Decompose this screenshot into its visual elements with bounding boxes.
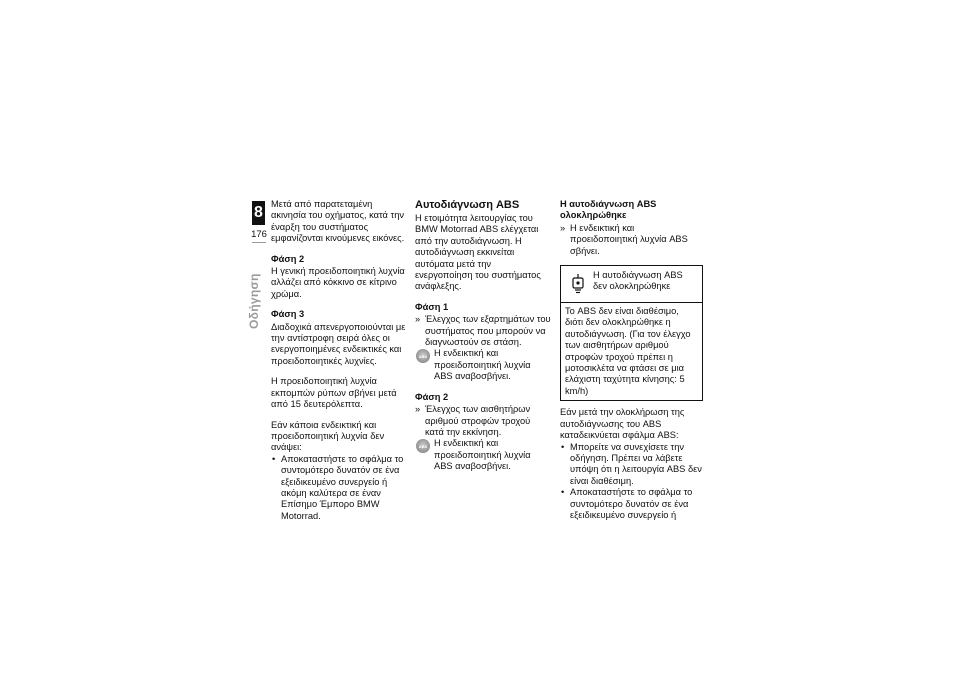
chapter-side-label: Οδήγηση — [247, 273, 261, 329]
control-lamp-note-icon — [569, 273, 587, 295]
phase-1-step: » Έλεγχος των εξαρτημάτων του συστήματος που μπορούν να διαγνωστούν σε στάση. — [415, 314, 551, 348]
notice-header — [561, 270, 702, 303]
phase-2-heading: Φάση 2 — [271, 253, 305, 264]
phase-1-indicator-row — [415, 348, 551, 382]
after-diagnosis-paragraph: Εάν μετά την ολοκλήρωση της αυτοδιάγνωσης του ABS καταδεικνύεται σφάλμα ABS: — [560, 407, 685, 441]
column-3 — [560, 199, 703, 521]
phase-2-text: Η γενική προειδοποιητική λυχνία αλλάζει από κόκκινο σε κίτρινο χρώμα. — [271, 266, 405, 299]
page-number-rule — [252, 242, 266, 243]
phase-1-heading: Φάση 1 — [415, 301, 449, 312]
column-2 — [415, 199, 551, 473]
phase-3-heading: Φάση 3 — [271, 309, 305, 320]
notice-box — [560, 265, 703, 401]
missing-lamp-paragraph: Εάν κάποια ενδεικτική και προειδοποιητική λυχνία δεν ανάψει: — [271, 419, 385, 453]
abs-self-diagnosis-heading: Αυτοδιάγνωση ABS — [415, 199, 520, 211]
chapter-number: 8 — [252, 201, 265, 225]
abs-intro-paragraph: Η ετοιμότητα λειτουργίας του BMW Motorrad ABS ελέγχεται από την αυτοδιάγνωση. Η αυτοδιάγνωση εκκινείται αυτόματα μετά την ενεργοποίηση του συστήματος ανάφλεξης. — [415, 213, 541, 292]
page-number: 176 — [251, 229, 267, 240]
phase-2-indicator-text: Η ενδεικτική και προειδοποιητική λυχνία ABS αναβοσβήνει. — [434, 438, 531, 472]
intro-paragraph: Μετά από παρατεταμένη ακινησία του οχήματος, κατά την έναρξη του συστήματος εμφανίζονται κινούμενες εικόνες. — [271, 199, 405, 244]
complete-step: » Η ενδεικτική και προειδοποιητική λυχνία ABS σβήνει. — [560, 223, 703, 257]
self-diagnosis-complete-heading: Η αυτοδιάγνωση ABS ολοκληρώθηκε — [560, 199, 657, 221]
phase-2-indicator-row — [415, 438, 551, 472]
list-item: • Μπορείτε να συνεχίσετε την οδήγηση. Πρέπει να λάβετε υπόψη ότι η λειτουργία ABS δεν είναι διαθέσιμη. — [560, 442, 703, 488]
notice-header-text: Η αυτοδιάγνωση ABS δεν ολοκληρώθηκε — [593, 270, 683, 292]
column-1 — [271, 199, 407, 522]
list-item: • Αποκαταστήστε το σφάλμα το συντομότερο δυνατόν σε ένα εξειδικευμένο συνεργείο ή ακόμη καλύτερα σε έναν Επίσημο Έμπορο BMW Motorrad. — [271, 454, 407, 522]
phase-2-step: » Έλεγχος των αισθητήρων αριθμού στροφών τροχού κατά την εκκίνηση. — [415, 404, 551, 438]
abs-warning-lamp-icon: ABS — [416, 349, 430, 363]
phase-1-indicator-text: Η ενδεικτική και προειδοποιητική λυχνία ABS αναβοσβήνει. — [434, 348, 531, 382]
phase-2-heading: Φάση 2 — [415, 391, 449, 402]
abs-warning-lamp-icon: ABS — [416, 439, 430, 453]
list-item: • Αποκαταστήστε το σφάλμα το συντομότερο δυνατόν σε ένα εξειδικευμένο συνεργείο ή — [560, 487, 703, 521]
emission-paragraph: Η προειδοποιητική λυχνία εκπομπών ρύπων σβήνει μετά από 15 δευτερόλεπτα. — [271, 376, 397, 410]
phase-3-text: Διαδοχικά απενεργοποιούνται με την αντίστροφη σειρά όλες οι ενεργοποιημένες ενδεικτικές και προειδοποιητικές λυχνίες. — [271, 321, 406, 366]
notice-body-text: Το ABS δεν είναι διαθέσιμο, διότι δεν ολοκληρώθηκε η αυτοδιάγνωση. (Για τον έλεγχο των αισθητήρων αριθμού στροφών τροχού πρέπει η μοτοσικλέτα να φτάσει σε μια ελάχιστη ταχύτητα κίνησης: 5 km/h) — [565, 306, 691, 396]
